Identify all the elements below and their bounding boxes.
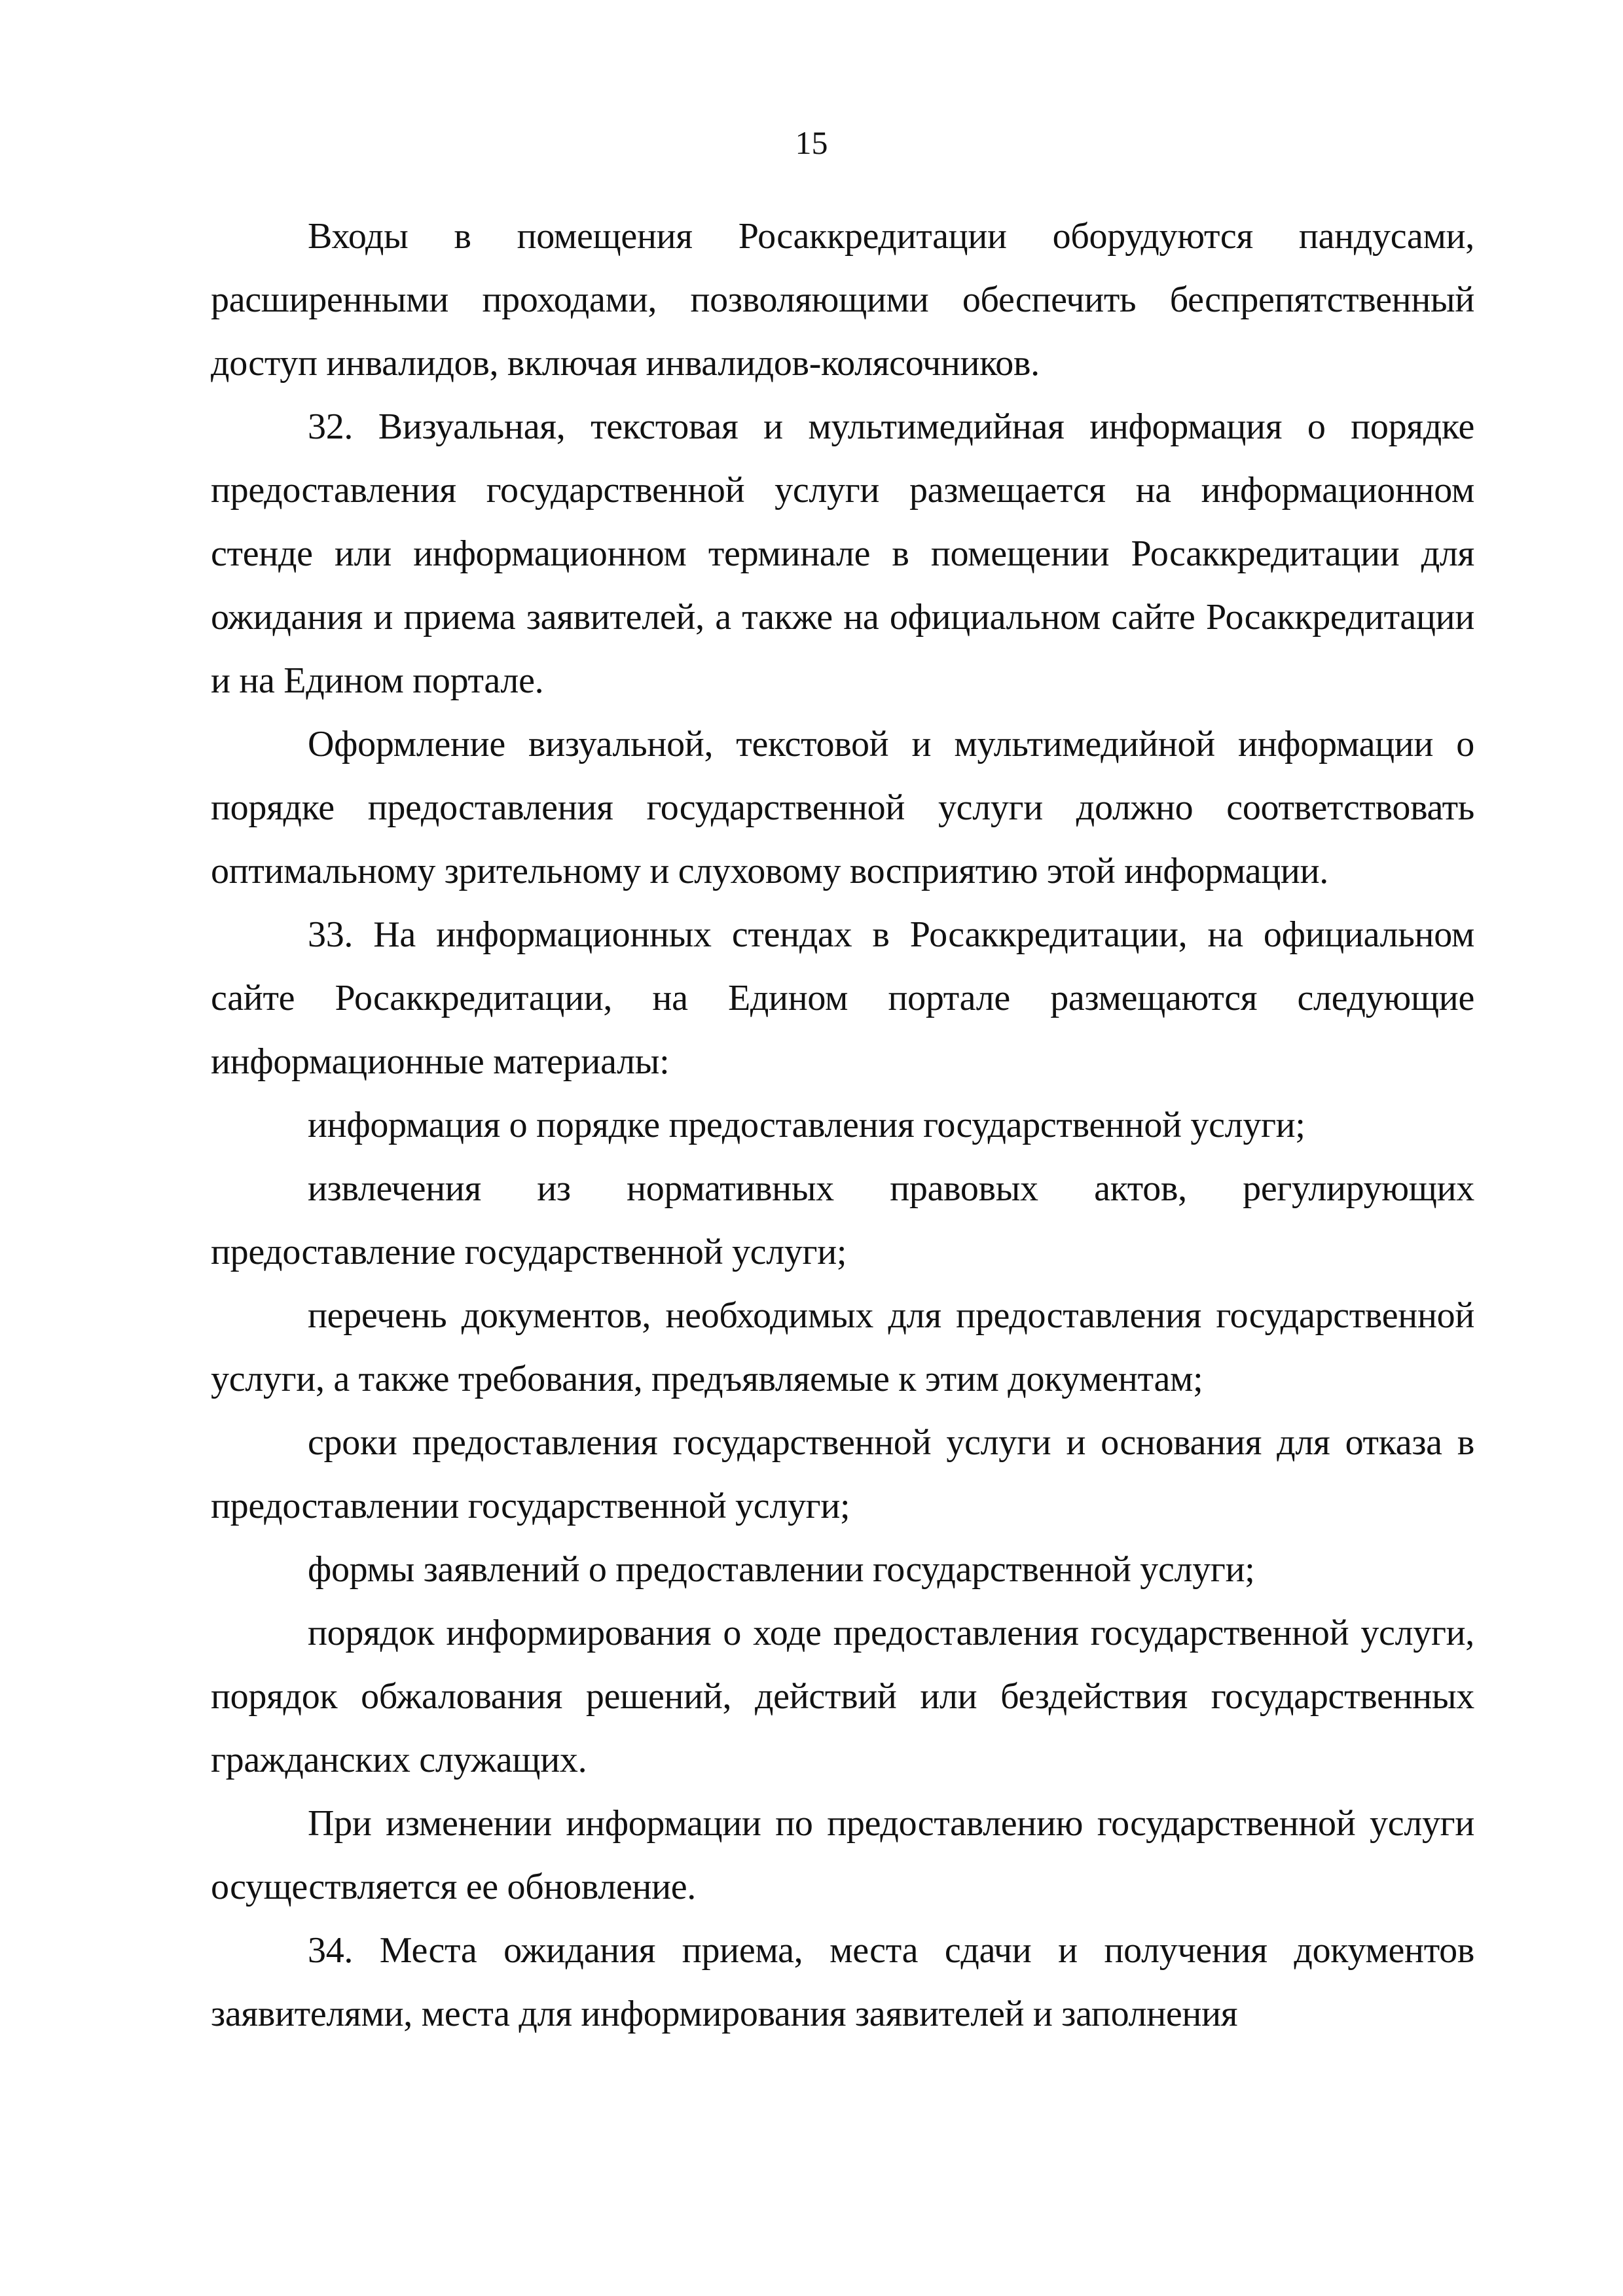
paragraph-32: 32. Визуальная, текстовая и мультимедийная информация о порядке предоставления государственной услуги размещается на информационном стенде или информационном терминале в помещении Росаккредитации для ожидания и приема заявителей, а также на официальном сайте Росаккредитации и на Едином портале. <box>211 406 1474 701</box>
paragraph-33: 33. На информационных стендах в Росаккредитации, на официальном сайте Росаккредитации, на Едином портале размещаются следующие информационные материалы: <box>211 914 1474 1082</box>
list-item-info-order: информация о порядке предоставления государственной услуги; <box>308 1105 1305 1145</box>
list-item-informing-order: порядок информирования о ходе предоставления государственной услуги, порядок обжалования решений, действий или бездействия государственных гражданских служащих. <box>211 1613 1474 1780</box>
paragraph-34: 34. Места ожидания приема, места сдачи и получения документов заявителями, места для информирования заявителей и заполнения <box>211 1930 1474 2034</box>
list-item-documents-list: перечень документов, необходимых для предоставления государственной услуги, а также требования, предъявляемые к этим документам; <box>211 1295 1474 1399</box>
paragraph-info-update: При изменении информации по предоставлению государственной услуги осуществляется ее обновление. <box>211 1803 1474 1907</box>
paragraph-entrances: Входы в помещения Росаккредитации оборудуются пандусами, расширенными проходами, позволяющими обеспечить беспрепятственный доступ инвалидов, включая инвалидов-колясочников. <box>211 216 1474 384</box>
document-body <box>211 205 1474 2046</box>
paragraph-design-info: Оформление визуальной, текстовой и мультимедийной информации о порядке предоставления государственной услуги должно соответствовать оптимальному зрительному и слуховому восприятию этой информации. <box>211 724 1474 891</box>
list-item-legal-extracts: извлечения из нормативных правовых актов, регулирующих предоставление государственной услуги; <box>211 1168 1474 1272</box>
list-item-terms: сроки предоставления государственной услуги и основания для отказа в предоставлении государственной услуги; <box>211 1422 1474 1526</box>
page-number: 15 <box>795 124 828 161</box>
list-item-application-forms: формы заявлений о предоставлении государственной услуги; <box>308 1549 1255 1590</box>
